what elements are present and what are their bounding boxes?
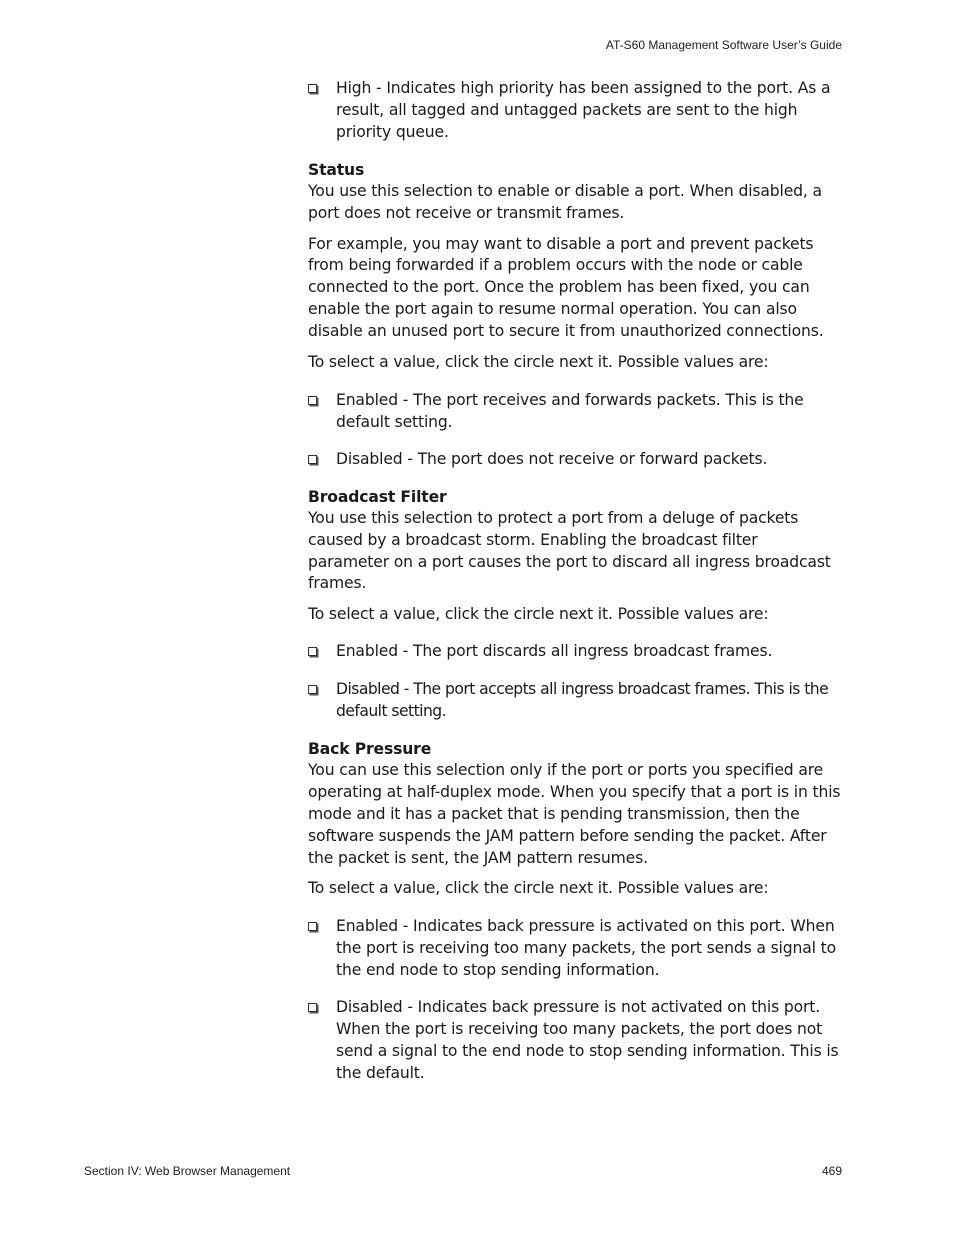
checkbox-bullet-icon (308, 685, 317, 694)
paragraph: To select a value, click the circle next it. Possible values are: (308, 605, 769, 624)
running-header: AT-S60 Management Software User’s Guide (605, 38, 842, 52)
checkbox-bullet-icon (308, 455, 317, 464)
paragraph: For example, you may want to disable a port and prevent packets from being forwarded if a problem occurs with the node or cable connected to the port. Once the problem has been fixed, you can enable the port again to resume normal operation. You can also disable an unused port to secure it from unauthorized connections. (308, 234, 824, 341)
paragraph: To select a value, click the circle next it. Possible values are: (308, 353, 769, 372)
checkbox-bullet-icon (308, 396, 317, 405)
bullet-text: Enabled - Indicates back pressure is activated on this port. When the port is receiving too many packets, the port sends a signal to the end node to stop sending information. (336, 917, 836, 980)
list-item (308, 78, 842, 144)
page-content (308, 78, 842, 1085)
list-item (308, 641, 842, 663)
checkbox-bullet-icon (308, 84, 317, 93)
bullet-text: Disabled - Indicates back pressure is not activated on this port. When the port is receiving too many packets, the port does not send a signal to the end node to stop sending information. This is the default. (336, 998, 839, 1082)
paragraph: You use this selection to enable or disable a port. When disabled, a port does not receive or transmit frames. (308, 181, 822, 222)
checkbox-bullet-icon (308, 922, 317, 931)
checkbox-bullet-icon (308, 647, 317, 656)
section-heading-back-pressure: Back Pressure (308, 739, 432, 758)
section-heading-broadcast-filter: Broadcast Filter (308, 487, 447, 506)
checkbox-bullet-icon (308, 1003, 317, 1012)
list-item (308, 997, 842, 1085)
footer-section-label: Section IV: Web Browser Management (84, 1164, 291, 1178)
bullet-text: Disabled - The port accepts all ingress broadcast frames. This is the default setting. (336, 680, 829, 721)
paragraph: You can use this selection only if the port or ports you specified are operating at half-duplex mode. When you specify that a port is in this mode and it has a packet that is pending transmission, then the software suspends the JAM pattern before sending the packet. After the packet is sent, the JAM pattern resumes. (308, 760, 841, 867)
list-item (308, 449, 842, 471)
bullet-text: Disabled - The port does not receive or forward packets. (336, 449, 768, 468)
page-number: 469 (821, 1164, 842, 1178)
paragraph: To select a value, click the circle next it. Possible values are: (308, 879, 769, 898)
list-item (308, 916, 842, 982)
bullet-text: High - Indicates high priority has been assigned to the port. As a result, all tagged and untagged packets are sent to the high priority queue. (336, 79, 831, 141)
bullet-text: Enabled - The port discards all ingress broadcast frames. (336, 642, 773, 661)
list-item (308, 390, 842, 434)
paragraph: You use this selection to protect a port from a deluge of packets caused by a broadcast storm. Enabling the broadcast filter parameter on a port causes the port to discard all ingress broadcast frames. (308, 508, 831, 593)
bullet-text: Enabled - The port receives and forwards packets. This is the default setting. (336, 390, 804, 431)
list-item (308, 679, 842, 723)
section-heading-status: Status (308, 160, 365, 179)
